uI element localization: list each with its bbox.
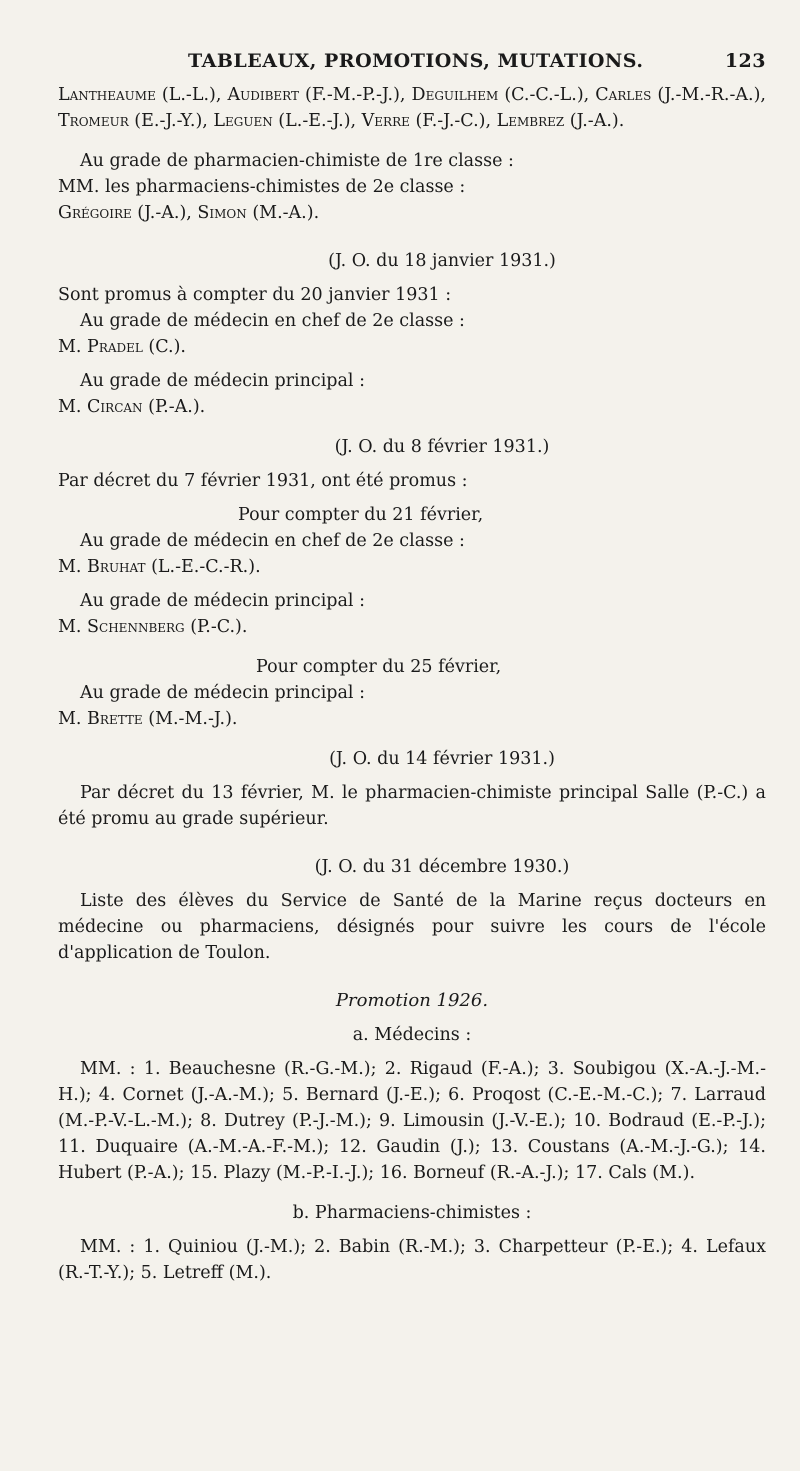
liste-eleves: Liste des élèves du Service de Santé de la Marine reçus docteurs en médecine ou pharmaciens, désignés pour suivre les cours de l'école d'application de Toulon. <box>58 891 766 963</box>
promotion-title: Promotion 1926. <box>335 990 489 1011</box>
grade-chef-2e-a: Au grade de médecin en chef de 2e classe : <box>80 311 465 331</box>
names-gregoire-simon: Grégoire (J.-A.), Simon (M.-A.). <box>58 203 320 223</box>
pharmaciens-list: MM. : 1. Quiniou (J.-M.); 2. Babin (R.-M.); 3. Charpetteur (P.-E.); 4. Lefaux (R.-T.-Y.); 5. Letreff (M.). <box>58 1237 766 1283</box>
jo-31-decembre: (J. O. du 31 décembre 1930.) <box>314 857 570 877</box>
medecins-heading: a. Médecins : <box>352 1025 472 1045</box>
sont-promus: Sont promus à compter du 20 janvier 1931 : <box>58 285 452 305</box>
jo-14-fevrier: (J. O. du 14 février 1931.) <box>329 749 555 769</box>
pour-compter-25: Pour compter du 25 février, <box>256 657 502 677</box>
m-brette: M. Brette (M.-M.-J.). <box>58 709 238 729</box>
m-pradel: M. Pradel (C.). <box>58 337 186 357</box>
mm-pharmaciens-2e: MM. les pharmaciens-chimistes de 2e classe : <box>58 177 466 197</box>
jo-18-janvier: (J. O. du 18 janvier 1931.) <box>328 251 556 271</box>
page-title: TABLEAUX, PROMOTIONS, MUTATIONS. <box>188 50 644 72</box>
grade-principal-c: Au grade de médecin principal : <box>80 683 365 703</box>
running-header <box>188 48 766 74</box>
grade-chef-2e-b: Au grade de médecin en chef de 2e classe : <box>80 531 465 551</box>
grade-principal-b: Au grade de médecin principal : <box>80 591 365 611</box>
par-decret-13-fevrier: Par décret du 13 février, M. le pharmacien-chimiste principal Salle (P.-C.) a été promu au grade supérieur. <box>58 783 766 829</box>
pour-compter-21: Pour compter du 21 février, <box>238 505 484 525</box>
m-schennberg: M. Schennberg (P.-C.). <box>58 617 248 637</box>
jo-8-fevrier: (J. O. du 8 février 1931.) <box>334 437 550 457</box>
medecins-list: MM. : 1. Beauchesne (R.-G.-M.); 2. Rigaud (F.-A.); 3. Soubigou (X.-A.-J.-M.-H.); 4. Cornet (J.-A.-M.); 5. Bernard (J.-E.); 6. Proqost (C.-E.-M.-C.); 7. Larraud (M.-P.-V.-L.-M.); 8. Dutrey (P.-J.-M.); 9. Limousin (J.-V.-E.); 10. Bodraud (E.-P.-J.); 11. Duquaire (A.-M.-A.-F.-M.); 12. Gaudin (J.); 13. Coustans (A.-M.-J.-G.); 14. Hubert (P.-A.); 15. Plazy (M.-P.-I.-J.); 16. Borneuf (R.-A.-J.); 17. Cals (M.). <box>58 1059 766 1183</box>
grade-principal-a: Au grade de médecin principal : <box>80 371 365 391</box>
m-bruhat: M. Bruhat (L.-E.-C.-R.). <box>58 557 261 577</box>
pharmaciens-heading: b. Pharmaciens-chimistes : <box>292 1203 532 1223</box>
par-decret-7-fevrier: Par décret du 7 février 1931, ont été promus : <box>58 471 468 491</box>
m-circan: M. Circan (P.-A.). <box>58 397 206 417</box>
page-number: 123 <box>724 50 766 72</box>
intro-names: Lantheaume (L.-L.), Audibert (F.-M.-P.-J.), Deguilhem (C.-C.-L.), Carles (J.-M.-R.-A.), Tromeur (E.-J.-Y.), Leguen (L.-E.-J.), Verre (F.-J.-C.), Lembrez (J.-A.). <box>58 85 766 131</box>
grade-pharmacien-1re: Au grade de pharmacien-chimiste de 1re classe : <box>80 151 514 171</box>
